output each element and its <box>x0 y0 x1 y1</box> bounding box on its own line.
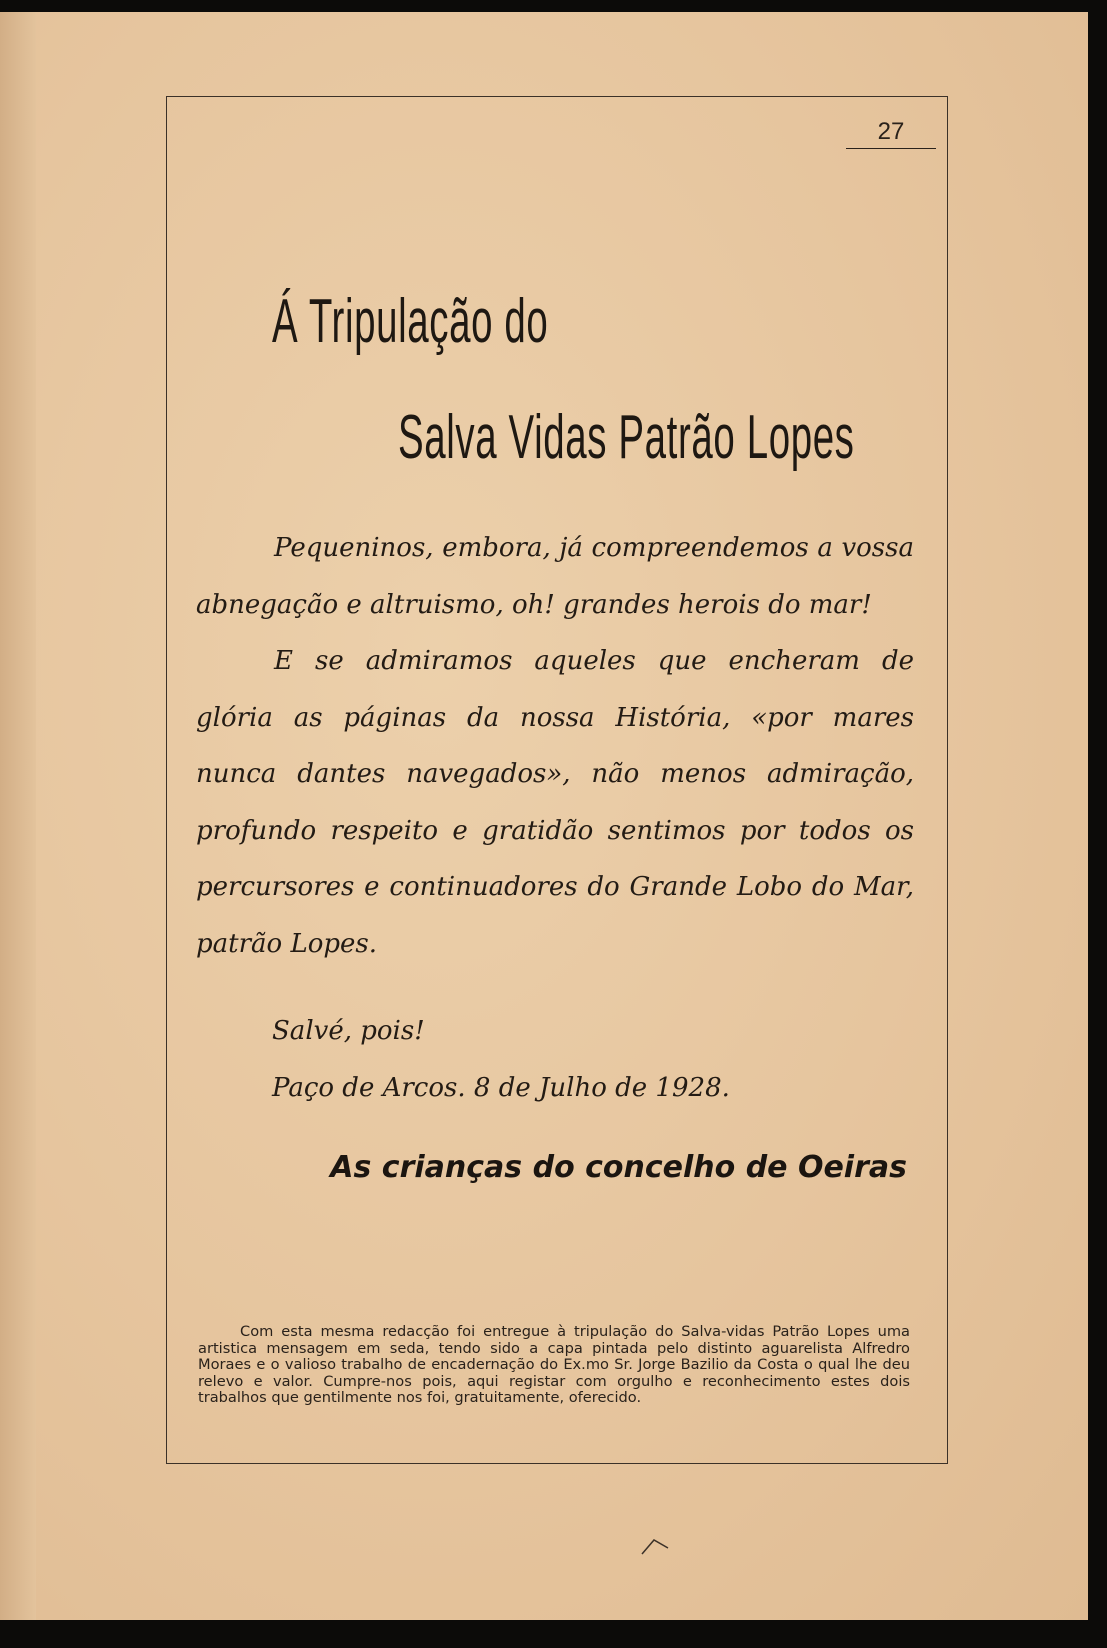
footnote <box>198 1324 910 1407</box>
body-text <box>196 520 914 972</box>
heading-line-1: Á Tripulação do <box>272 287 549 356</box>
signature: As crianças do concelho de Oeiras <box>330 1150 907 1185</box>
page-number: 27 <box>846 118 936 149</box>
salutation: Salvé, pois! <box>272 1016 425 1046</box>
paragraph-2: E se admiramos aqueles que encheram de glória as páginas da nossa História, «por mares nunca dantes navegados», não menos admiração, profundo respeito e gratidão sentimos por todos os percursores e continuadores do Grande Lobo do Mar, patrão Lopes. <box>196 646 914 959</box>
heading-line-2: Salva Vidas Patrão Lopes <box>398 403 855 472</box>
pencil-mark-icon <box>640 1536 670 1556</box>
footnote-text: Com esta mesma redacção foi entregue à tripulação do Salva-vidas Patrão Lopes uma artistica mensagem em seda, tendo sido a capa pintada pelo distinto aguarelista Alfredro Moraes e o valioso trabalho de encadernação do Ex.mo Sr. Jorge Bazilio da Costa o qual lhe deu relevo e valor. Cumpre-nos pois, aqui registar com orgulho e reconhecimento estes dois trabalhos que gentilmente nos foi, gratuitamente, oferecido. <box>198 1323 910 1406</box>
paragraph-1: Pequeninos, embora, já compreendemos a vossa abnegação e altruismo, oh! grandes herois do mar! <box>196 533 914 620</box>
page-spine <box>0 12 36 1620</box>
place-and-date: Paço de Arcos. 8 de Julho de 1928. <box>272 1073 730 1103</box>
